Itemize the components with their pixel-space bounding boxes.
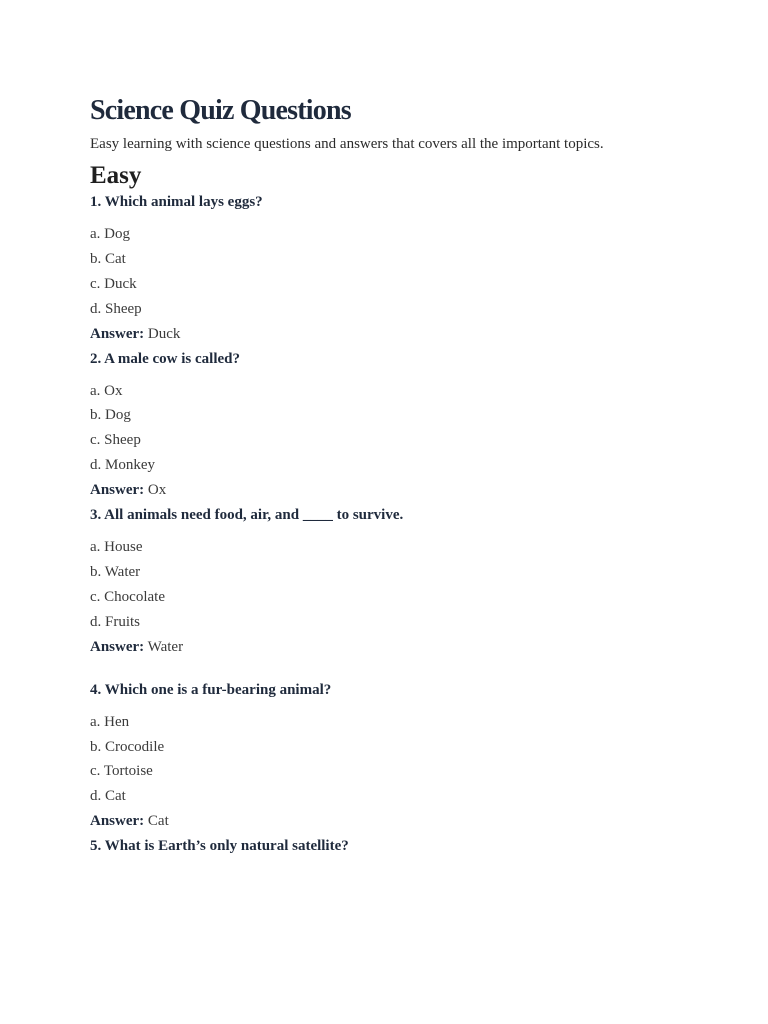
question-1-options	[90, 224, 690, 319]
option-item: d. Monkey	[90, 457, 155, 474]
page-title: Science Quiz Questions	[90, 95, 351, 126]
question-4-options	[90, 712, 690, 807]
option-item: c. Tortoise	[90, 763, 153, 780]
option-item: c. Duck	[90, 275, 137, 292]
answer-label: Answer:	[90, 482, 145, 499]
option-item: c. Sheep	[90, 432, 141, 449]
option-item: a. Hen	[90, 713, 130, 730]
option-item: d. Fruits	[90, 613, 141, 630]
question-block-2	[90, 349, 690, 501]
option-item: b. Water	[90, 564, 141, 581]
document-content	[90, 94, 690, 856]
question-block-3	[90, 505, 690, 657]
option-item: b. Dog	[90, 407, 131, 424]
option-item: d. Sheep	[90, 300, 142, 317]
answer-value: Cat	[147, 813, 169, 830]
answer-label: Answer:	[90, 325, 145, 342]
intro-text: Easy learning with science questions and answers that covers all the important topics.	[90, 136, 604, 152]
answer-value: Ox	[147, 482, 167, 499]
question-1-text: 1. Which animal lays eggs?	[90, 194, 263, 210]
answer-label: Answer:	[90, 638, 145, 655]
option-item: c. Chocolate	[90, 588, 165, 605]
question-2-options	[90, 381, 690, 476]
question-block-5	[90, 836, 690, 856]
option-item: a. Ox	[90, 382, 123, 399]
question-1-answer	[90, 324, 690, 344]
question-2-text: 2. A male cow is called?	[90, 350, 240, 367]
option-item: b. Cat	[90, 250, 126, 267]
question-5-text: 5. What is Earth’s only natural satellite?	[90, 838, 349, 855]
answer-value: Duck	[147, 325, 181, 342]
question-2-answer	[90, 480, 690, 500]
question-4-text: 4. Which one is a fur-bearing animal?	[90, 681, 332, 698]
question-block-1	[90, 192, 690, 344]
section-heading-easy: Easy	[90, 162, 142, 189]
question-block-4	[90, 680, 690, 832]
question-3-text: 3. All animals need food, air, and ____ to survive.	[90, 507, 404, 524]
question-3-answer	[90, 637, 690, 657]
question-3-options	[90, 537, 690, 632]
answer-label: Answer:	[90, 813, 145, 830]
answer-value: Water	[147, 638, 184, 655]
option-item: a. Dog	[90, 226, 130, 242]
option-item: b. Crocodile	[90, 738, 165, 755]
option-item: a. House	[90, 539, 143, 556]
option-item: d. Cat	[90, 788, 126, 805]
question-4-answer	[90, 811, 690, 831]
